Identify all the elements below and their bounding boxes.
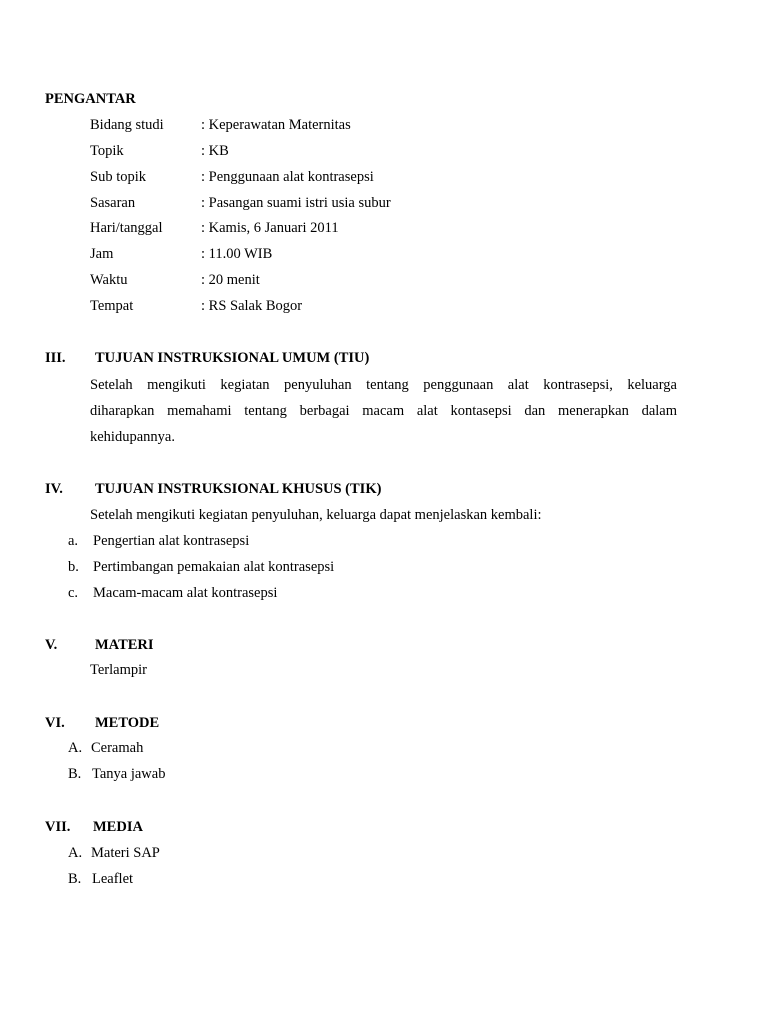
metode-item-text: Tanya jawab <box>92 766 166 782</box>
info-label-waktu: Waktu <box>90 272 128 288</box>
section-heading-materi: MATERI <box>95 637 154 653</box>
info-label-bidang-studi: Bidang studi <box>90 117 164 133</box>
info-value-sasaran: : Pasangan suami istri usia subur <box>201 195 391 211</box>
media-item-text: Leaflet <box>92 871 134 887</box>
media-item-text: Materi SAP <box>91 845 160 861</box>
section-number-metode: VI. <box>45 715 65 731</box>
section-heading-tiu: TUJUAN INSTRUKSIONAL UMUM (TIU) <box>95 350 370 366</box>
info-label-sub-topik: Sub topik <box>90 169 146 185</box>
tik-item-text: Pengertian alat kontrasepsi <box>93 533 250 549</box>
info-value-topik: : KB <box>201 143 229 159</box>
info-value-tempat: : RS Salak Bogor <box>201 298 303 314</box>
section-heading-media: MEDIA <box>93 819 143 835</box>
info-label-hari-tanggal: Hari/tanggal <box>90 220 163 236</box>
tik-intro: Setelah mengikuti kegiatan penyuluhan, keluarga dapat menjelaskan kembali: <box>90 507 542 523</box>
info-value-jam: : 11.00 WIB <box>201 246 273 262</box>
section-number-tiu: III. <box>45 350 66 366</box>
metode-item-marker: B. <box>68 766 82 782</box>
tik-item-marker: b. <box>68 559 79 575</box>
media-item-marker: B. <box>68 871 82 887</box>
info-value-waktu: : 20 menit <box>201 272 260 288</box>
tik-item-marker: a. <box>68 533 79 549</box>
materi-text: Terlampir <box>90 662 147 678</box>
metode-item-marker: A. <box>68 740 83 756</box>
info-label-topik: Topik <box>90 143 124 159</box>
pengantar-heading: PENGANTAR <box>45 91 136 107</box>
section-number-tik: IV. <box>45 481 63 497</box>
section-number-materi: V. <box>45 637 58 653</box>
info-label-sasaran: Sasaran <box>90 195 136 211</box>
section-heading-metode: METODE <box>95 715 160 731</box>
info-value-hari-tanggal: : Kamis, 6 Januari 2011 <box>201 220 339 236</box>
metode-item-text: Ceramah <box>91 740 144 756</box>
section-number-media: VII. <box>45 819 71 835</box>
section-heading-tik: TUJUAN INSTRUKSIONAL KHUSUS (TIK) <box>95 481 382 497</box>
info-value-bidang-studi: : Keperawatan Maternitas <box>201 117 351 133</box>
tiu-paragraph-line-3: kehidupannya. <box>90 429 175 445</box>
media-item-marker: A. <box>68 845 83 861</box>
tik-item-text: Pertimbangan pemakaian alat kontrasepsi <box>93 559 335 575</box>
info-label-tempat: Tempat <box>90 298 134 314</box>
tiu-paragraph-line-2: diharapkan memahami tentang berbagai macam alat kontasepsi dan menerapkan dalam <box>90 403 677 419</box>
tik-item-marker: c. <box>68 585 79 601</box>
info-value-sub-topik: : Penggunaan alat kontrasepsi <box>201 169 374 185</box>
tiu-paragraph-line-1: Setelah mengikuti kegiatan penyuluhan tentang penggunaan alat kontrasepsi, keluarga <box>90 377 677 393</box>
info-label-jam: Jam <box>90 246 114 262</box>
tik-item-text: Macam-macam alat kontrasepsi <box>93 585 278 601</box>
